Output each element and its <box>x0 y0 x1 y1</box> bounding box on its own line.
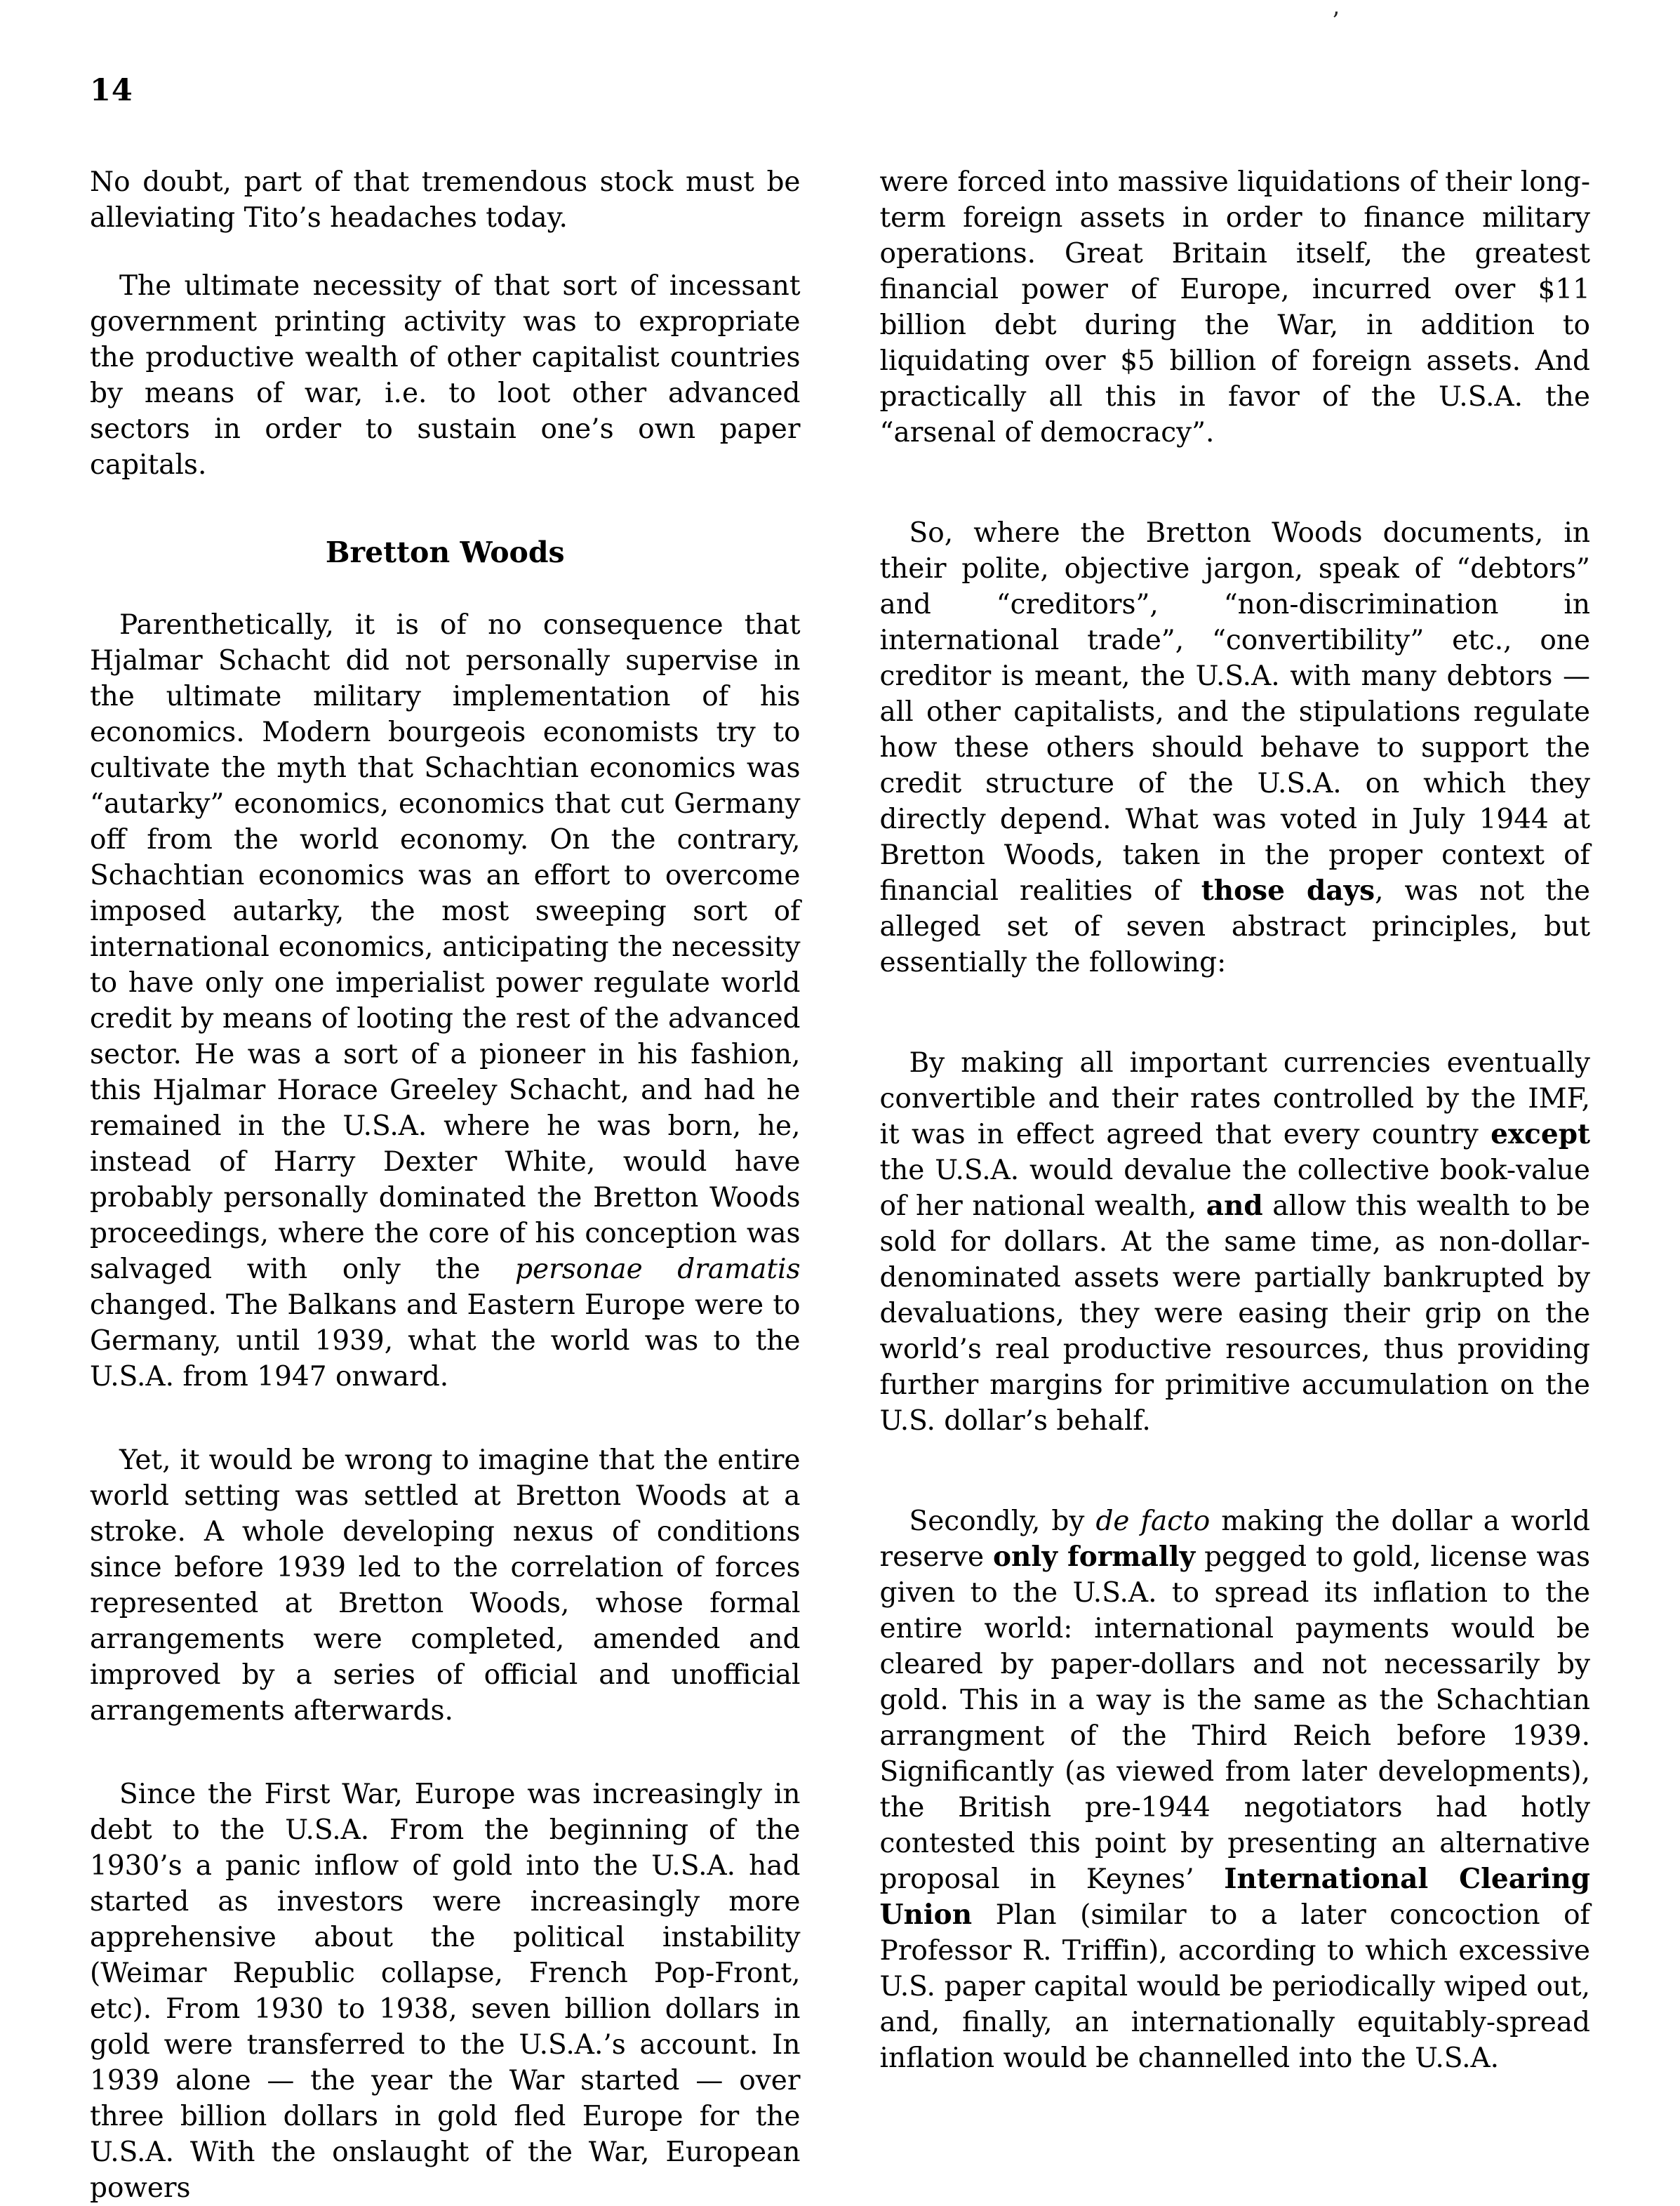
paragraph <box>880 1045 1591 1439</box>
text-run: and <box>1206 1190 1263 1222</box>
text-run: pegged to gold, license was given to the U.S.A. to spread its inflation to the entire world: international payments would be cleared by paper-dollars and not necessarily by gold. This in a way is the same as the Schachtian arrangment of the Third Reich before 1939. Significantly (as viewed from later developments), the British pre-1944 negotiators had hotly contested this point by presenting an alternative proposal in Keynes’ <box>879 1541 1590 1895</box>
text-run: those days <box>1201 875 1375 907</box>
text-run: only formally <box>993 1541 1196 1573</box>
text-run: allow this wealth to be sold for dollars. At the same time, as non-dollar-denominated assets were partially bankrupted by devaluations, they were easing their grip on the world’s real productive resources, thus providing further margins for primitive accumulation on the U.S. dollar’s behalf. <box>879 1190 1591 1437</box>
text-run: the U.S.A. would devalue the collective book-value of her national wealth, <box>879 1155 1590 1222</box>
paragraph <box>90 268 801 483</box>
text-run: Since the First War, Europe was increasingly in debt to the U.S.A. From the beginning of the 1930’s a panic inflow of gold into the U.S.A. had started as investors were increasingly more apprehensive about the political instability (Weimar Republic collapse, French Pop-Front, etc). From 1930 to 1938, seven billion dollars in gold were transferred to the U.S.A.’s account. In 1939 alone — the year the War started — over three billion dollars in gold fled Europe for the U.S.A. With the onslaught of the War, European powers <box>90 1779 801 2204</box>
paragraph <box>90 164 801 236</box>
paragraph <box>90 1776 801 2206</box>
text-run: No doubt, part of that tremendous stock must be alleviating Tito’s headaches today. <box>90 166 801 234</box>
two-column-layout <box>90 164 1590 2206</box>
text-run: personae dramatis <box>515 1254 801 1285</box>
text-run: de facto <box>1095 1506 1211 1537</box>
text-run: The ultimate necessity of that sort of incessant government printing activity was to expropriate the productive wealth of other capitalist countries by means of war, i.e. to loot other advanced sectors in order to sustain one’s own paper capitals. <box>90 270 801 481</box>
paragraph <box>90 1442 801 1729</box>
text-run: were forced into massive liquidations of their long-term foreign assets in order to finance military operations. Great Britain itself, the greatest financial power of Europe, incurred over $11 billion debt during the War, in addition to liquidating over $5 billion of foreign assets. And practically all this in favor of the U.S.A. the “arsenal of democracy”. <box>879 166 1590 448</box>
text-run: changed. The Balkans and Eastern Europe were to Germany, until 1939, what the world was to the U.S.A. from 1947 onward. <box>90 1289 801 1393</box>
right-column <box>880 164 1591 2206</box>
page-number: 14 <box>90 73 133 108</box>
text-run: International Clearing Union <box>879 1863 1590 1931</box>
text-run: Yet, it would be wrong to imagine that the entire world setting was settled at Bretton Woods at a stroke. A whole developing nexus of conditions since before 1939 led to the correlation of forces represented at Bretton Woods, whose formal arrangements were completed, amended and improved by a series of official and unofficial arrangements afterwards. <box>90 1444 801 1727</box>
text-run: , was not the alleged set of seven abstract principles, but essentially the following: <box>879 875 1590 978</box>
text-run: Plan (similar to a later concoction of Professor R. Triffin), according to which excessive U.S. paper capital would be periodically wiped out, and, finally, an internationally equitably-spread inflation would be channelled into the U.S.A. <box>879 1899 1590 2074</box>
section-heading: Bretton Woods <box>325 536 565 569</box>
paragraph <box>90 607 801 1395</box>
text-run: making the dollar a world reserve <box>879 1506 1591 1573</box>
left-column <box>90 164 801 2206</box>
paragraph <box>880 515 1591 981</box>
text-run: By making all important currencies eventually convertible and their rates controlled by the IMF, it was in effect agreed that every country <box>879 1047 1590 1150</box>
stray-ink-mark: ’ <box>1332 7 1340 35</box>
paragraph <box>880 1503 1591 2076</box>
text-run: Parenthetically, it is of no consequence that Hjalmar Schacht did not personally supervise in the ultimate military implementation of his economics. Modern bourgeois economists try to cultivate the myth that Schachtian economics was “autarky” economics, economics that cut Germany off from the world economy. On the contrary, Schachtian economics was an effort to overcome imposed autarky, the most sweeping sort of international economics, anticipating the necessity to have only one imperialist power regulate world credit by means of looting the rest of the advanced sector. He was a sort of a pioneer in his fashion, this Hjalmar Horace Greeley Schacht, and had he remained in the U.S.A. where he was born, he, instead of Harry Dexter White, would have probably personally dominated the Bretton Woods proceedings, where the core of his conception was salvaged with only the <box>90 609 801 1285</box>
text-run: So, where the Bretton Woods documents, in their polite, objective jargon, speak of “debtors” and “creditors”, “non-discrimination in international trade”, “convertibility” etc., one creditor is meant, the U.S.A. with many debtors — all other capitalists, and the stipulations regulate how these others should behave to support the credit structure of the U.S.A. on which they directly depend. What was voted in July 1944 at Bretton Woods, taken in the proper context of financial realities of <box>879 517 1590 907</box>
text-run: Secondly, by <box>909 1506 1096 1537</box>
paragraph <box>880 164 1591 451</box>
text-run: except <box>1491 1118 1590 1150</box>
